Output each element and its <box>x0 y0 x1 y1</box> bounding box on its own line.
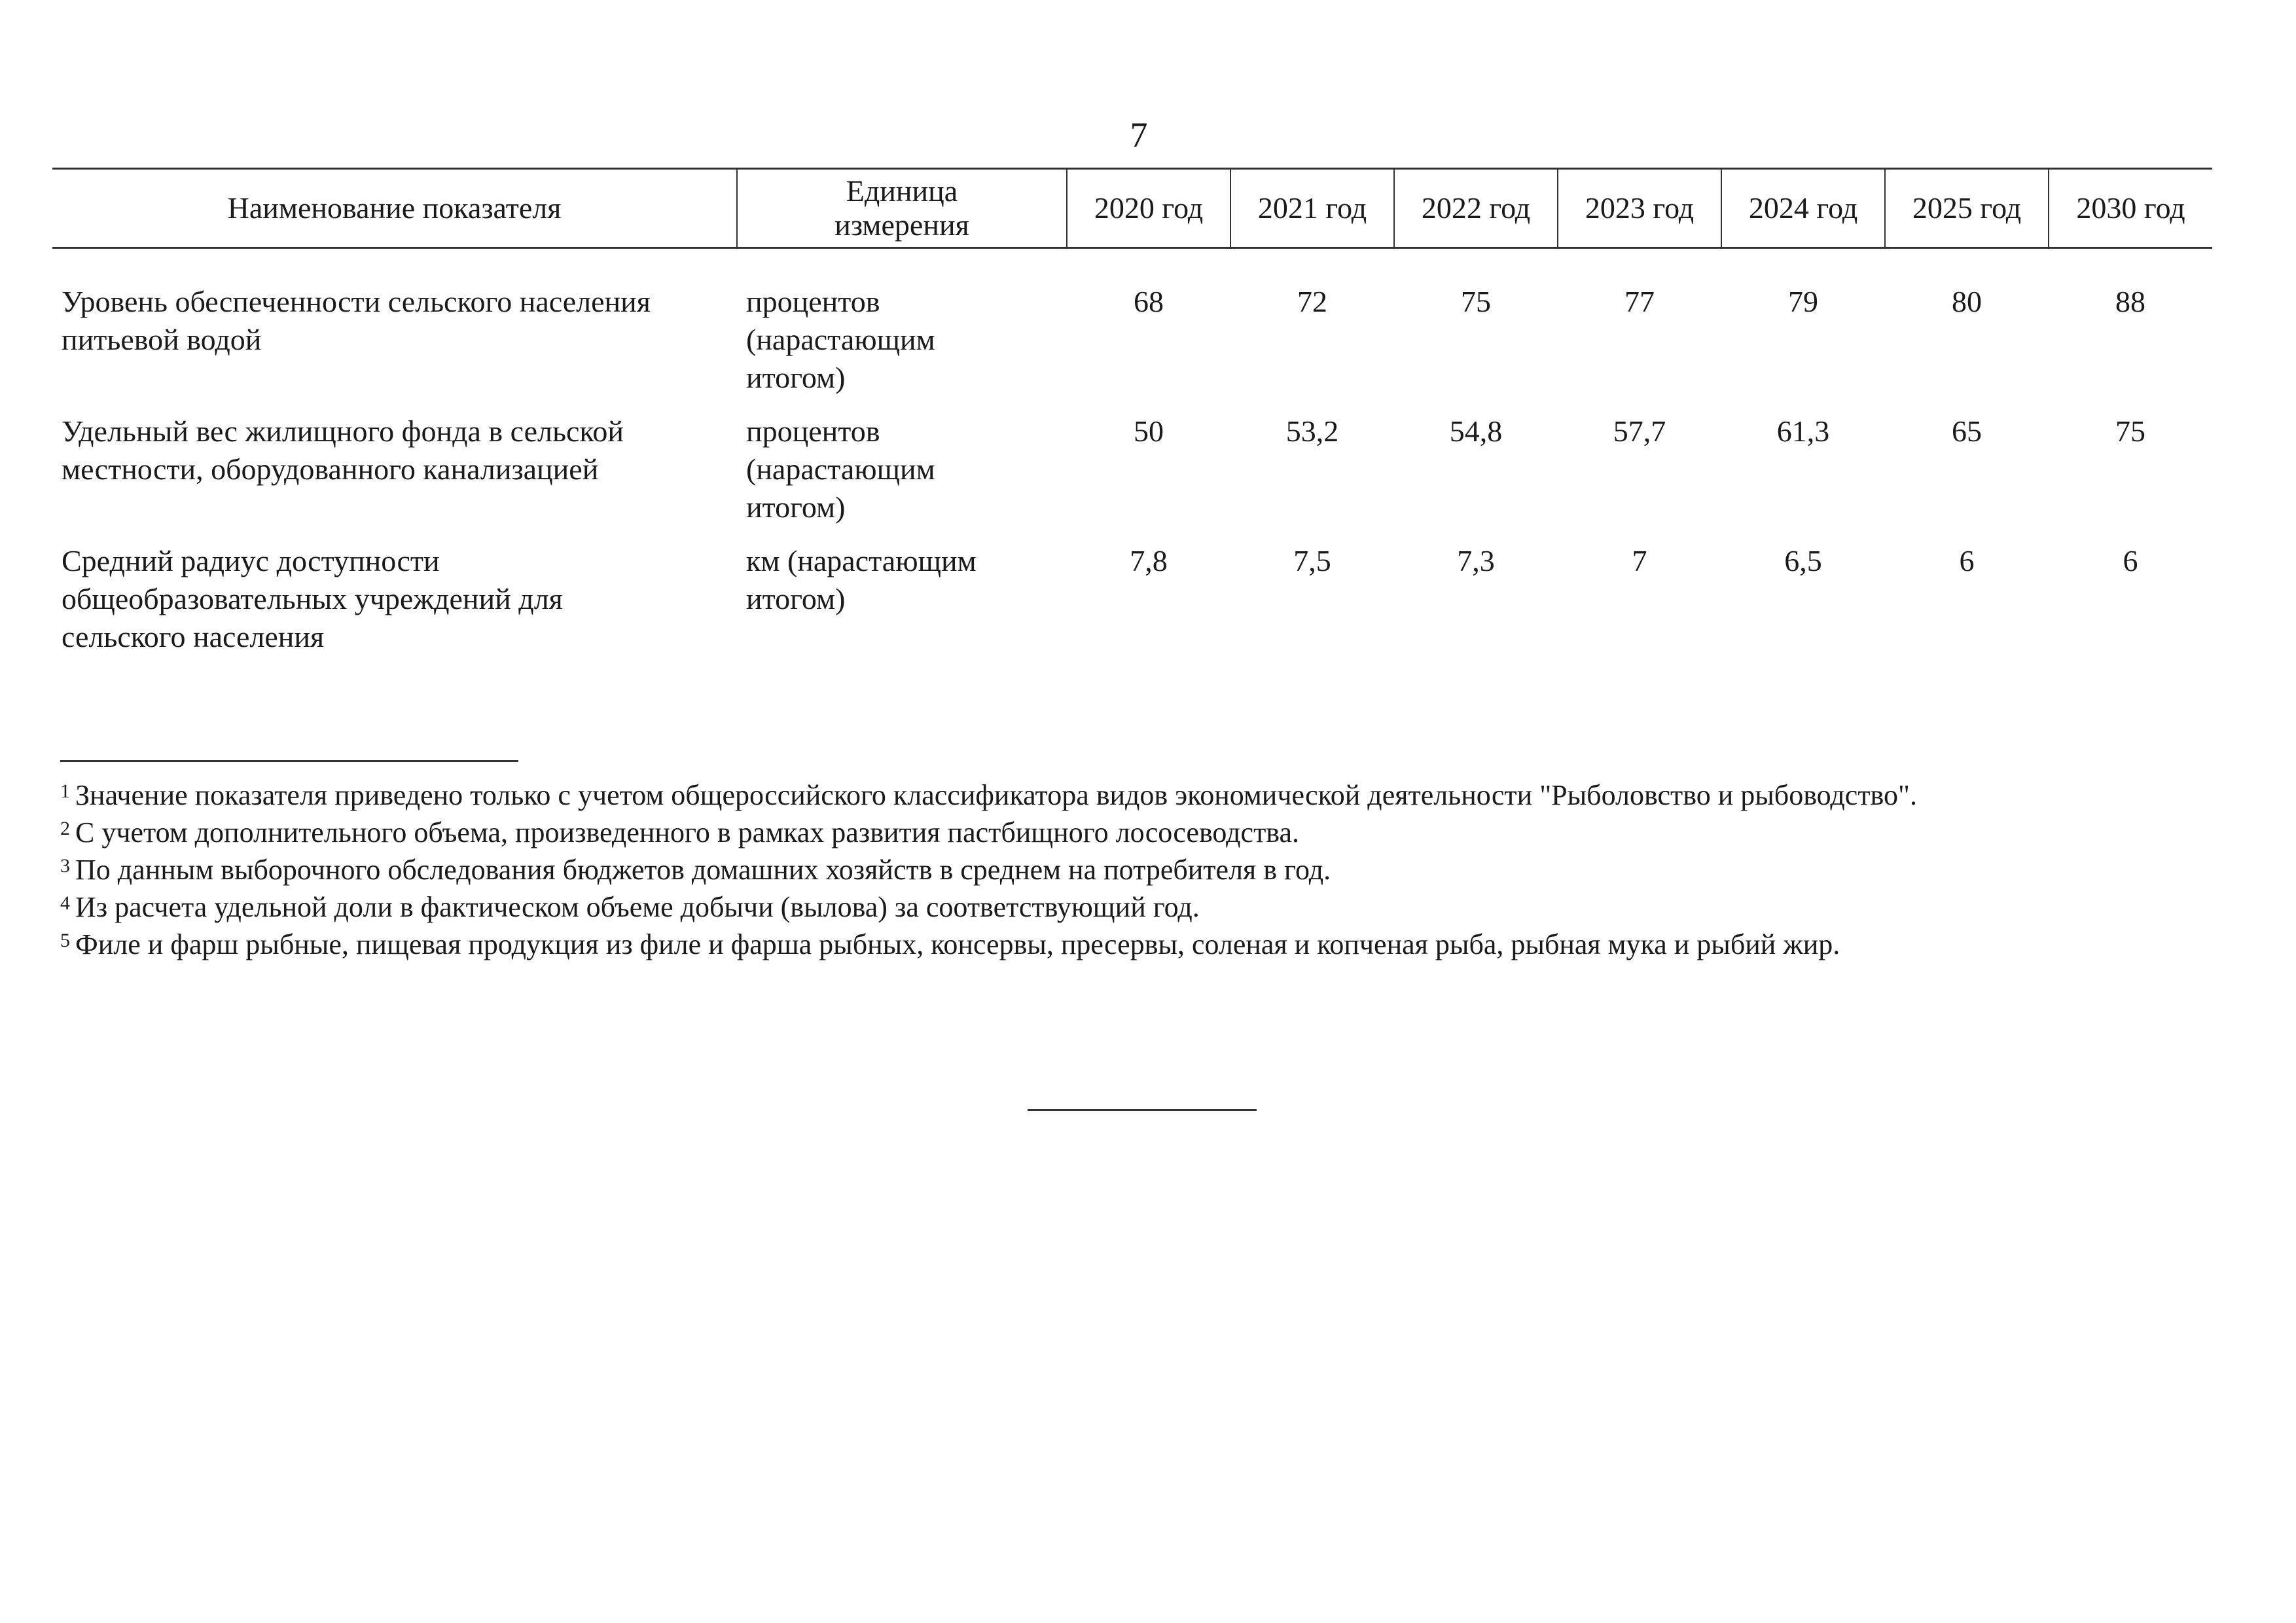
table-row <box>52 283 2212 412</box>
indicator-name-cell <box>52 412 737 542</box>
header-indicator-name: Наименование показателя <box>52 169 737 248</box>
value-cell-2022: 7,3 <box>1457 544 1495 577</box>
footnote-separator <box>60 760 518 762</box>
indicator-name-line: общеобразовательных учреждений для <box>62 582 563 615</box>
value-cell-2023: 7 <box>1632 544 1647 577</box>
footnote-mark: 3 <box>60 855 70 877</box>
indicators-table <box>52 168 2212 672</box>
header-unit-line: измерения <box>834 208 969 242</box>
value-cell-2030: 6 <box>2123 544 2138 577</box>
unit-line: процентов <box>746 414 880 448</box>
footnote-text: С учетом дополнительного объема, произведенного в рамках развития пастбищного лососеводства. <box>75 816 1300 848</box>
page-number: 7 <box>1130 115 1148 155</box>
header-year-2021: 2021 год <box>1230 169 1394 248</box>
header-year-2024: 2024 год <box>1721 169 1885 248</box>
value-cell-2020: 7,8 <box>1130 544 1168 577</box>
value-cell-2021: 53,2 <box>1285 414 1339 448</box>
footnotes <box>60 776 2233 963</box>
value-cell-2023: 57,7 <box>1613 414 1666 448</box>
indicator-name-line: местности, оборудованного канализацией <box>62 452 599 486</box>
unit-line: (нарастающим <box>746 452 935 486</box>
footnote-text: Из расчета удельной доли в фактическом объеме добычи (вылова) за соответствующий год. <box>75 891 1200 923</box>
unit-line: км (нарастающим <box>746 544 977 577</box>
unit-cell <box>737 542 1067 672</box>
indicator-name-line: Уровень обеспеченности сельского населения <box>62 285 651 318</box>
footnote-item <box>60 814 2233 851</box>
value-cell-2024: 79 <box>1788 285 1818 318</box>
footnote-mark: 5 <box>60 930 70 951</box>
unit-cell <box>737 283 1067 412</box>
value-cell-2022: 75 <box>1461 285 1491 318</box>
value-cell-2025: 65 <box>1952 414 1982 448</box>
footnote-item <box>60 888 2233 926</box>
value-cell-2021: 7,5 <box>1293 544 1331 577</box>
header-year-2023: 2023 год <box>1558 169 1721 248</box>
value-cell-2021: 72 <box>1297 285 1327 318</box>
header-year-2022: 2022 год <box>1394 169 1558 248</box>
value-cell-2030: 88 <box>2115 285 2145 318</box>
header-year-2020: 2020 год <box>1067 169 1230 248</box>
footnote-mark: 4 <box>60 892 70 914</box>
value-cell-2023: 77 <box>1624 285 1655 318</box>
value-cell-2030: 75 <box>2115 414 2145 448</box>
value-cell-2020: 50 <box>1134 414 1164 448</box>
indicator-name-line: Средний радиус доступности <box>62 544 440 577</box>
indicator-name-line: Удельный вес жилищного фонда в сельской <box>62 414 624 448</box>
header-unit-line: Единица <box>846 174 958 208</box>
footnote-item <box>60 776 2233 814</box>
value-cell-2020: 68 <box>1134 285 1164 318</box>
table-row <box>52 542 2212 672</box>
unit-line: итогом) <box>746 582 846 615</box>
unit-cell <box>737 412 1067 542</box>
indicator-name-cell <box>52 542 737 672</box>
value-cell-2025: 80 <box>1952 285 1982 318</box>
footnote-mark: 1 <box>60 780 70 802</box>
value-cell-2024: 6,5 <box>1784 544 1822 577</box>
value-cell-2025: 6 <box>1959 544 1975 577</box>
footnote-text: Филе и фарш рыбные, пищевая продукция из филе и фарша рыбных, консервы, пресервы, соленая и копченая рыба, рыбная мука и рыбий жир. <box>75 928 1840 960</box>
header-year-2030: 2030 год <box>2049 169 2212 248</box>
header-year-2025: 2025 год <box>1885 169 2049 248</box>
end-of-section-rule <box>1028 1109 1257 1111</box>
unit-line: итогом) <box>746 361 846 394</box>
footnote-text: Значение показателя приведено только с учетом общероссийского классификатора видов экономической деятельности "Рыболовство и рыбоводство". <box>75 779 1917 811</box>
unit-line: процентов <box>746 285 880 318</box>
footnote-item <box>60 851 2233 888</box>
spacer-cell <box>52 248 2212 283</box>
table-spacer-row <box>52 248 2212 283</box>
unit-line: итогом) <box>746 490 846 524</box>
footnote-mark: 2 <box>60 818 70 839</box>
footnote-text: По данным выборочного обследования бюджетов домашних хозяйств в среднем на потребителя в год. <box>75 854 1331 886</box>
table-header-row <box>52 169 2212 248</box>
value-cell-2022: 54,8 <box>1449 414 1503 448</box>
table-row <box>52 412 2212 542</box>
indicator-name-cell <box>52 283 737 412</box>
value-cell-2024: 61,3 <box>1776 414 1830 448</box>
footnote-item <box>60 926 2233 963</box>
indicator-name-line: питьевой водой <box>62 323 262 356</box>
unit-line: (нарастающим <box>746 323 935 356</box>
header-unit <box>737 169 1067 248</box>
indicator-name-line: сельского населения <box>62 620 325 653</box>
